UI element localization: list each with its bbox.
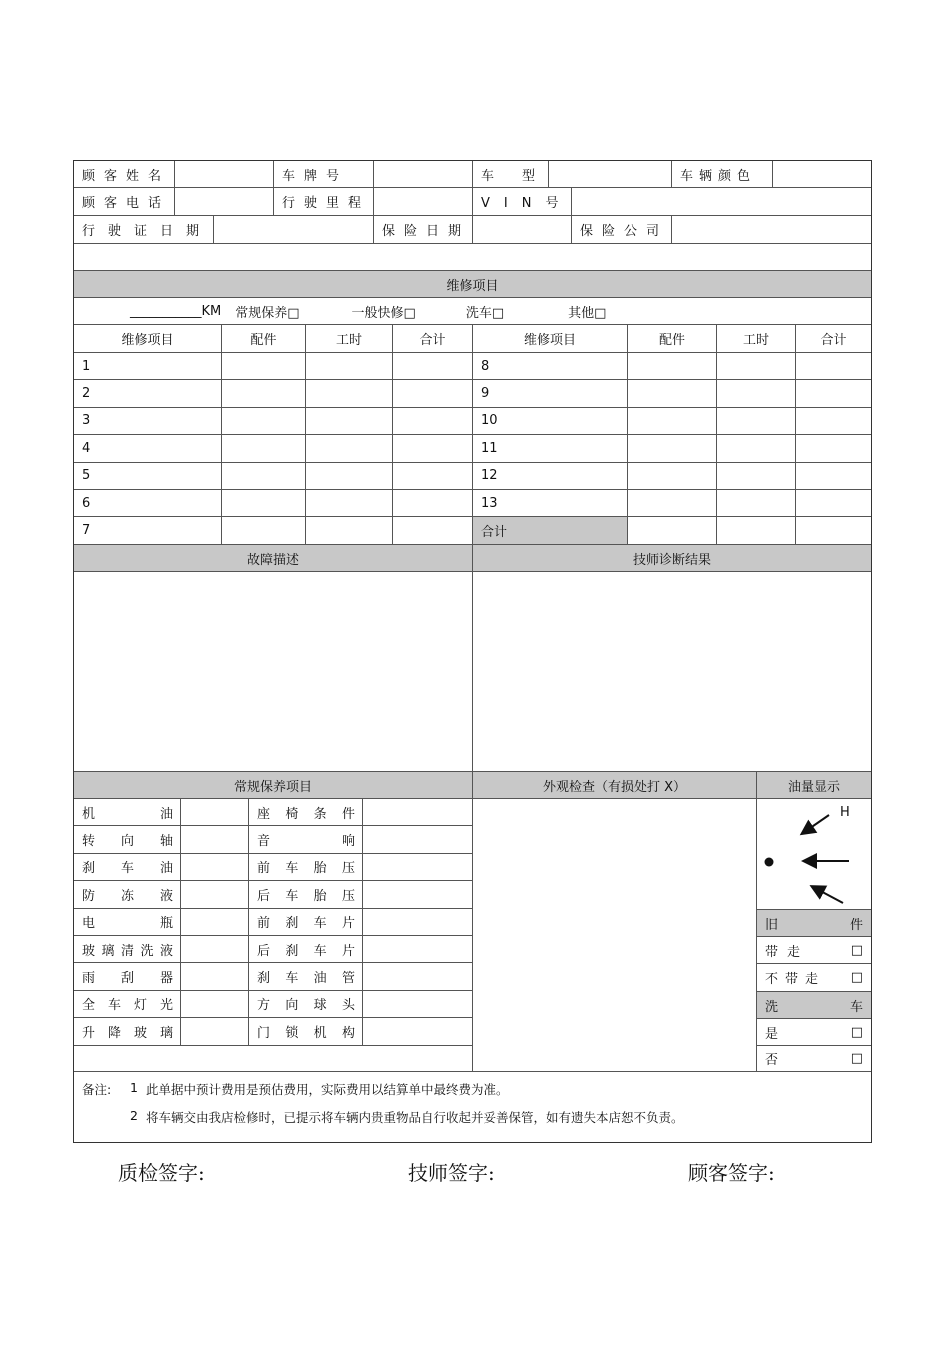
old-parts-title-row — [74, 910, 871, 937]
take-away-row — [74, 937, 871, 964]
repair-cell[interactable] — [306, 435, 393, 462]
fault-description-area[interactable] — [74, 572, 473, 772]
repair-cell[interactable] — [222, 490, 306, 517]
table-row — [74, 435, 871, 462]
plate-no-field[interactable] — [374, 161, 473, 188]
inspection-header — [74, 772, 871, 799]
maintenance-item-check[interactable] — [181, 854, 249, 881]
info-row-2 — [74, 188, 871, 216]
repair-cell[interactable] — [717, 490, 796, 517]
repair-section-header — [74, 271, 871, 298]
wash-title — [757, 992, 871, 1019]
blank-row — [74, 244, 871, 271]
note-1-text: 此单据中预计费用是预估费用，实际费用以结算单中最终费为准。 — [146, 1082, 509, 1097]
header-total-left: 合计 — [393, 325, 473, 353]
maintenance-item-text: 门 锁 机 构 — [257, 1025, 355, 1041]
wash-yes-label: 是 — [765, 1026, 779, 1042]
vin-field[interactable] — [572, 188, 871, 216]
repair-cell[interactable] — [393, 463, 473, 490]
repair-cell[interactable] — [393, 517, 473, 544]
repair-cell[interactable] — [222, 517, 306, 544]
technician-signature-label[interactable]: 技师签字: — [408, 1161, 495, 1185]
table-row — [74, 380, 871, 407]
maintenance-item-label — [249, 799, 363, 826]
repair-cell[interactable] — [393, 490, 473, 517]
repair-cell[interactable] — [222, 463, 306, 490]
maintenance-item-label — [74, 881, 181, 908]
repair-cell[interactable] — [796, 517, 871, 544]
maintenance-item-text: 后 刹 车 片 — [257, 943, 355, 959]
maintenance-item-check[interactable] — [181, 826, 249, 853]
wash-no-label: 否 — [765, 1053, 779, 1068]
fuel-needle-low — [813, 887, 843, 903]
wash-yes-row — [74, 1019, 871, 1046]
repair-cell[interactable] — [796, 353, 871, 380]
repair-cell[interactable] — [222, 380, 306, 407]
repair-cell[interactable] — [222, 435, 306, 462]
maintenance-item-check[interactable] — [181, 799, 249, 826]
repair-total-label: 合计 — [473, 517, 628, 544]
table-row — [74, 490, 871, 517]
wash-title-a: 洗 — [765, 999, 779, 1015]
repair-cell[interactable] — [717, 353, 796, 380]
wash-no-checkbox[interactable]: □ — [850, 1051, 863, 1066]
maintenance-item-check[interactable] — [363, 799, 473, 826]
phone-field[interactable] — [175, 188, 274, 216]
table-row — [74, 408, 871, 435]
insurance-date-label: 保险日期 — [374, 216, 473, 244]
customer-name-field[interactable] — [175, 161, 274, 188]
repair-item-number[interactable]: 9 — [473, 380, 628, 407]
repair-item-number[interactable]: 7 — [74, 517, 222, 544]
maintenance-item-label — [249, 881, 363, 908]
repair-item-number[interactable]: 6 — [74, 490, 222, 517]
model-label: 车型 — [473, 161, 549, 188]
license-date-label: 行驶证日期 — [74, 216, 214, 244]
repair-item-number[interactable]: 1 — [74, 353, 222, 380]
repair-item-number[interactable]: 2 — [74, 380, 222, 407]
repair-cell[interactable] — [796, 435, 871, 462]
option-quick-repair[interactable]: 一般快修□ — [351, 305, 416, 321]
repair-cell[interactable] — [717, 408, 796, 435]
repair-item-number[interactable]: 11 — [473, 435, 628, 462]
insurance-date-field[interactable] — [473, 216, 572, 244]
mileage-label: 行驶里程 — [274, 188, 374, 216]
repair-item-number[interactable]: 13 — [473, 490, 628, 517]
maintenance-item-text: 升 降 玻 璃 — [82, 1025, 173, 1041]
option-regular-maintenance[interactable]: 常规保养□ — [235, 305, 300, 321]
color-label: 车辆颜色 — [672, 161, 773, 188]
diagnosis-area[interactable] — [473, 572, 871, 772]
license-date-field[interactable] — [214, 216, 374, 244]
maintenance-item-text: 刹 车 油 — [82, 861, 173, 877]
repair-item-number[interactable]: 10 — [473, 408, 628, 435]
repair-section-title: 维修项目 — [74, 271, 871, 298]
notes-label: 备注: — [82, 1082, 112, 1097]
maintenance-item-label — [249, 826, 363, 853]
appearance-title: 外观检查（有损处打 X） — [473, 772, 757, 799]
table-row — [74, 353, 871, 380]
repair-cell[interactable] — [628, 517, 717, 544]
maintenance-item-label — [74, 854, 181, 881]
header-item-right: 维修项目 — [473, 325, 628, 353]
option-other[interactable]: 其他□ — [568, 305, 607, 321]
not-take-checkbox[interactable]: □ — [850, 970, 863, 985]
info-row-1 — [74, 161, 871, 188]
not-take-option[interactable] — [757, 964, 871, 992]
take-away-checkbox[interactable]: □ — [850, 942, 863, 958]
repair-item-number[interactable]: 12 — [473, 463, 628, 490]
repair-cell[interactable] — [628, 380, 717, 407]
repair-cell[interactable] — [717, 435, 796, 462]
customer-signature-label[interactable]: 顾客签字: — [688, 1161, 775, 1185]
maintenance-item-check[interactable] — [181, 881, 249, 908]
repair-cell[interactable] — [393, 408, 473, 435]
header-total-right: 合计 — [796, 325, 871, 353]
maintenance-item-text: 全 车 灯 光 — [82, 998, 173, 1014]
note-2-text: 将车辆交由我店检修时，已提示将车辆内贵重物品自行收起并妥善保管，如有遗失本店恕不负责。 — [146, 1110, 684, 1125]
repair-cell[interactable] — [717, 380, 796, 407]
repair-item-number[interactable]: 5 — [74, 463, 222, 490]
table-row — [74, 517, 871, 544]
fuel-gauge-pivot — [765, 858, 774, 867]
repair-table-header — [74, 325, 871, 353]
repair-cell[interactable] — [628, 435, 717, 462]
repair-cell[interactable] — [717, 463, 796, 490]
old-parts-title-b: 件 — [849, 917, 863, 933]
service-options-row — [74, 298, 871, 325]
repair-cell[interactable] — [306, 463, 393, 490]
info-row-3 — [74, 216, 871, 244]
maintenance-item-text: 方 向 球 头 — [257, 998, 355, 1014]
maintenance-item-label — [74, 826, 181, 853]
repair-cell[interactable] — [393, 435, 473, 462]
repair-cell[interactable] — [306, 517, 393, 544]
mileage-field[interactable] — [374, 188, 473, 216]
repair-cell[interactable] — [796, 463, 871, 490]
phone-label: 顾客电话 — [74, 188, 175, 216]
repair-cell[interactable] — [393, 380, 473, 407]
fault-diagnosis-header — [74, 545, 871, 572]
repair-cell[interactable] — [306, 380, 393, 407]
repair-cell[interactable] — [222, 408, 306, 435]
not-take-label: 不带走 — [765, 972, 826, 987]
maintenance-item-check[interactable] — [363, 854, 473, 881]
header-hours-right: 工时 — [717, 325, 796, 353]
fuel-title: 油量显示 — [757, 772, 871, 799]
maintenance-item-text: 电 瓶 — [82, 916, 173, 932]
wash-no-row — [74, 1046, 871, 1072]
repair-order-form — [73, 160, 872, 1143]
not-take-row — [74, 964, 871, 992]
color-field[interactable] — [773, 161, 871, 188]
vin-label: VIN号 — [473, 188, 572, 216]
fault-description-title: 故障描述 — [74, 545, 473, 572]
maintenance-item-text: 玻 璃 清 洗 液 — [82, 943, 173, 959]
maintenance-item-check[interactable] — [363, 826, 473, 853]
repair-cell[interactable] — [717, 517, 796, 544]
repair-cell[interactable] — [628, 463, 717, 490]
repair-item-number[interactable]: 4 — [74, 435, 222, 462]
maintenance-item-check[interactable] — [363, 881, 473, 908]
diagnosis-title: 技师诊断结果 — [473, 545, 871, 572]
repair-cell[interactable] — [222, 353, 306, 380]
repair-cell[interactable] — [306, 490, 393, 517]
option-car-wash[interactable]: 洗车□ — [465, 305, 505, 321]
header-parts-left: 配件 — [222, 325, 306, 353]
fuel-needle-high — [803, 815, 829, 833]
wash-no-option[interactable] — [757, 1046, 871, 1072]
repair-cell[interactable] — [628, 353, 717, 380]
repair-item-number[interactable]: 8 — [473, 353, 628, 380]
old-parts-title — [757, 910, 871, 937]
note-1-number: 1 — [130, 1080, 138, 1095]
qc-signature-label[interactable]: 质检签字: — [118, 1161, 205, 1185]
maintenance-item-text: 座 椅 条 件 — [257, 806, 355, 822]
maintenance-item-text: 刹 车 油 管 — [257, 971, 355, 987]
repair-cell[interactable] — [796, 380, 871, 407]
repair-cell[interactable] — [393, 353, 473, 380]
model-field[interactable] — [549, 161, 672, 188]
maintenance-item-text: 前 车 胎 压 — [257, 861, 355, 877]
take-away-label: 带走 — [765, 944, 810, 960]
repair-cell[interactable] — [306, 353, 393, 380]
maintenance-item-text: 音 响 — [257, 834, 355, 850]
wash-yes-option[interactable] — [757, 1019, 871, 1046]
header-item-left: 维修项目 — [74, 325, 222, 353]
repair-item-number[interactable]: 3 — [74, 408, 222, 435]
maintenance-item-text: 转 向 轴 — [82, 834, 173, 850]
maintenance-item-text: 后 车 胎 压 — [257, 888, 355, 904]
repair-cell[interactable] — [628, 490, 717, 517]
maintenance-item-text: 防 冻 液 — [82, 888, 173, 904]
old-parts-title-a: 旧 — [765, 917, 779, 933]
customer-name-label: 顾客姓名 — [74, 161, 175, 188]
header-hours-left: 工时 — [306, 325, 393, 353]
insurance-company-label: 保险公司 — [572, 216, 672, 244]
repair-cell[interactable] — [628, 408, 717, 435]
repair-cell[interactable] — [796, 408, 871, 435]
maintenance-item-text: 机 油 — [82, 806, 173, 822]
insurance-company-field[interactable] — [672, 216, 871, 244]
header-parts-right: 配件 — [628, 325, 717, 353]
maintenance-item-label — [249, 854, 363, 881]
plate-no-label: 车牌号 — [274, 161, 374, 188]
repair-cell[interactable] — [306, 408, 393, 435]
fuel-h-label: H — [840, 805, 850, 820]
fuel-gauge-drawing — [757, 799, 871, 910]
repair-cell[interactable] — [796, 490, 871, 517]
maintenance-item-text: 前 刹 车 片 — [257, 916, 355, 932]
maintenance-item-text: 雨 刮 器 — [82, 971, 173, 987]
fuel-gauge — [757, 799, 871, 910]
km-blank[interactable]: ___________KM — [130, 303, 222, 319]
blank-field[interactable] — [74, 244, 871, 271]
maintenance-item-label — [74, 799, 181, 826]
service-options — [74, 298, 871, 325]
wash-title-b: 车 — [849, 999, 863, 1015]
maintenance-title: 常规保养项目 — [74, 772, 473, 799]
note-2-number: 2 — [130, 1108, 138, 1123]
take-away-option[interactable] — [757, 937, 871, 964]
wash-yes-checkbox[interactable]: □ — [850, 1024, 863, 1040]
notes-section — [74, 1072, 871, 1142]
table-row — [74, 463, 871, 490]
wash-title-row — [74, 992, 871, 1019]
fault-diagnosis-body — [74, 572, 871, 772]
